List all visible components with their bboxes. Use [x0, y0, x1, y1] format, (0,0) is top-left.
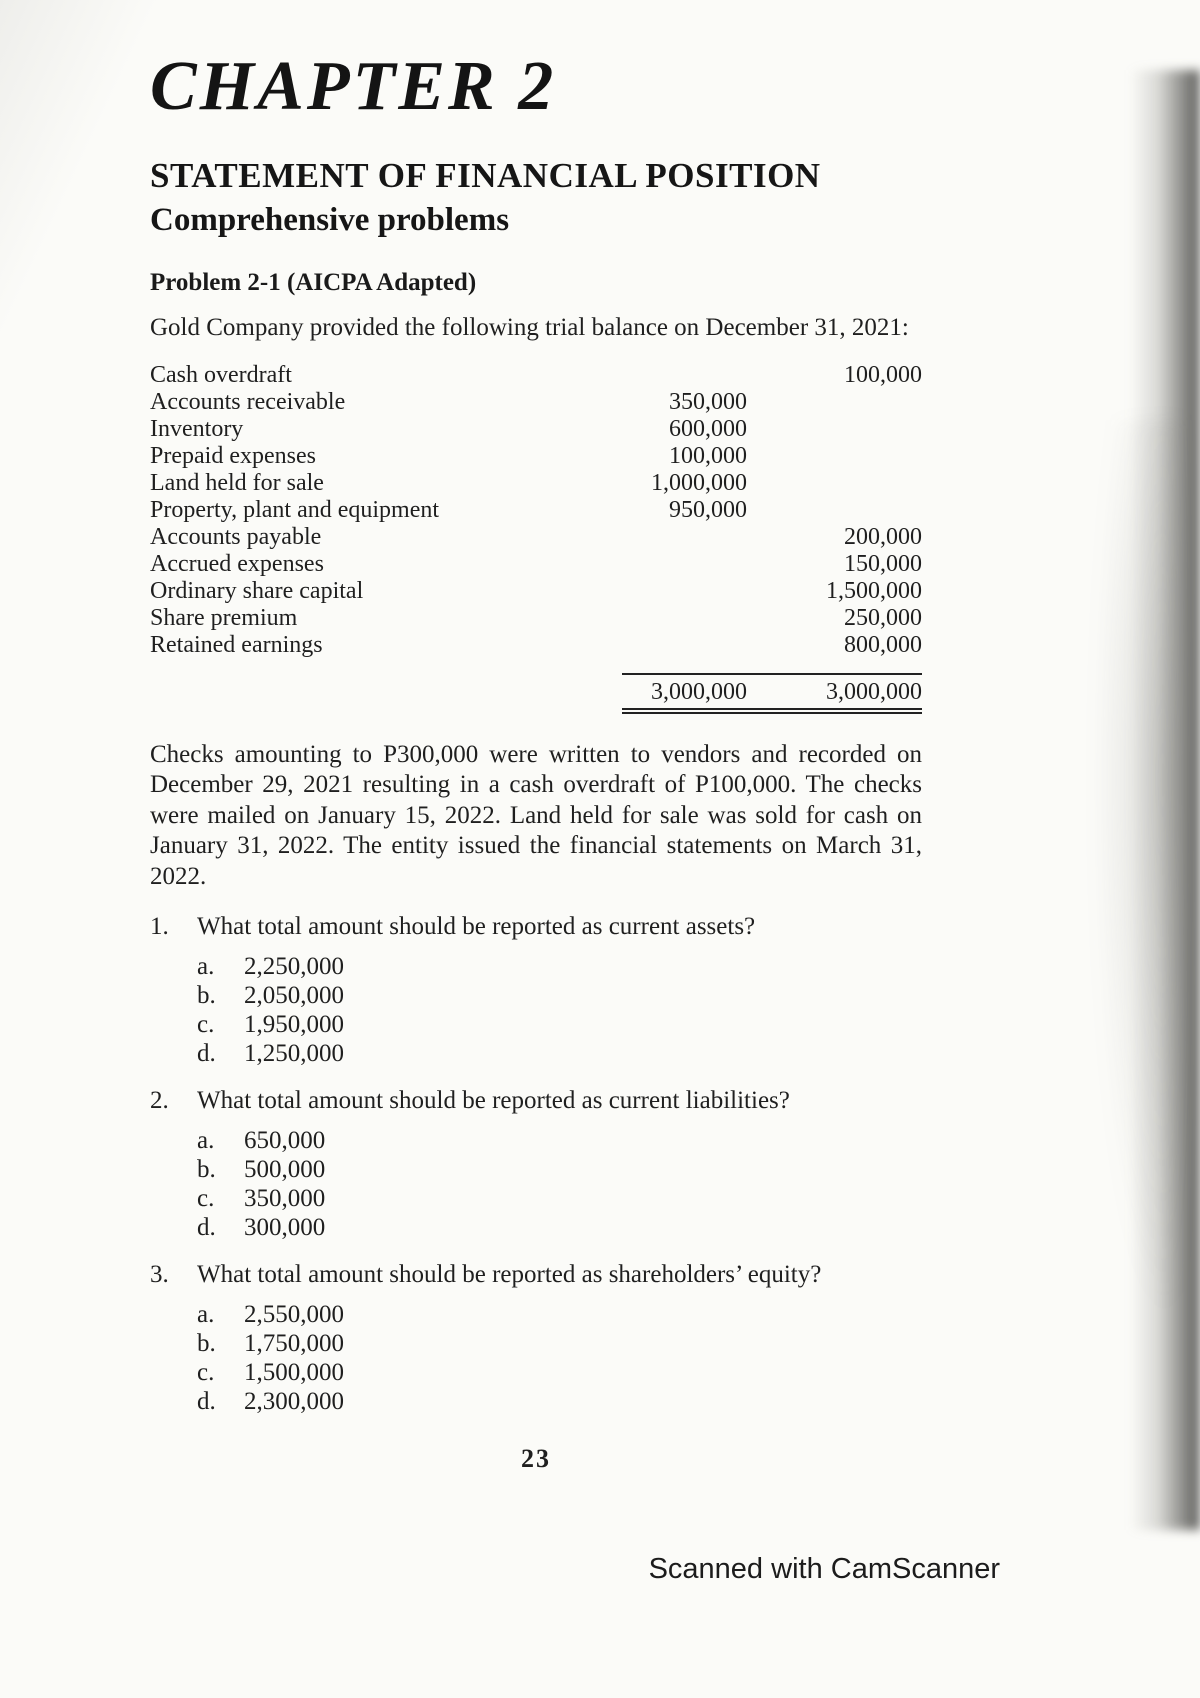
- account-cell: Prepaid expenses: [150, 442, 316, 469]
- option-letter: c.: [197, 1011, 215, 1038]
- table-row: [150, 551, 922, 578]
- scan-edge-shadow-artifact: [1130, 70, 1200, 1530]
- option-value: 1,500,000: [244, 1359, 344, 1386]
- option-row: [197, 1329, 922, 1358]
- option-value: 500,000: [244, 1156, 326, 1183]
- page-content: [150, 48, 922, 1474]
- credit-cell: [747, 416, 922, 443]
- debit-cell: 1,000,000: [651, 469, 747, 496]
- option-value: 1,250,000: [244, 1040, 344, 1067]
- account-cell: Land held for sale: [150, 469, 324, 496]
- debit-cell: [622, 524, 747, 551]
- option-value: 2,050,000: [244, 982, 344, 1009]
- chapter-title: CHAPTER 2: [150, 48, 557, 125]
- account-cell: Inventory: [150, 415, 244, 442]
- option-letter: c.: [197, 1185, 215, 1212]
- table-row: [150, 632, 922, 659]
- debit-cell: [622, 362, 747, 389]
- option-letter: c.: [197, 1359, 215, 1386]
- table-row: [150, 443, 922, 470]
- option-row: [197, 1126, 922, 1155]
- question-block: [150, 1086, 922, 1242]
- table-row: [150, 578, 922, 605]
- account-cell: Ordinary share capital: [150, 577, 364, 604]
- question-number: 2.: [150, 1087, 169, 1114]
- problem-title: Problem 2-1 (AICPA Adapted): [150, 269, 477, 296]
- question-number: 1.: [150, 913, 169, 940]
- section-heading: STATEMENT OF FINANCIAL POSITION: [150, 156, 821, 195]
- account-cell: Cash overdraft: [150, 361, 292, 388]
- credit-cell: 150,000: [844, 550, 922, 577]
- debit-cell: 600,000: [669, 415, 747, 442]
- option-letter: b.: [197, 1156, 216, 1183]
- page-number: 23: [521, 1444, 551, 1473]
- credit-cell: 100,000: [844, 361, 922, 388]
- account-cell: Retained earnings: [150, 631, 323, 658]
- option-letter: a.: [197, 953, 215, 980]
- question-body: [197, 1260, 922, 1416]
- options-list: [197, 952, 922, 1068]
- table-row: [150, 605, 922, 632]
- question-block: [150, 1260, 922, 1416]
- option-row: [197, 1184, 922, 1213]
- option-row: [197, 952, 922, 981]
- option-row: [197, 1010, 922, 1039]
- option-value: 2,250,000: [244, 953, 344, 980]
- option-letter: b.: [197, 982, 216, 1009]
- table-row: [150, 470, 922, 497]
- debit-cell: 100,000: [669, 442, 747, 469]
- option-row: [197, 981, 922, 1010]
- option-letter: d.: [197, 1214, 216, 1241]
- table-row: [150, 389, 922, 416]
- scan-smudge-artifact: [1092, 420, 1182, 1320]
- account-cell: Share premium: [150, 604, 298, 631]
- question-block: [150, 912, 922, 1068]
- option-value: 350,000: [244, 1185, 326, 1212]
- option-letter: b.: [197, 1330, 216, 1357]
- scanner-credit: Scanned with CamScanner: [648, 1553, 1000, 1585]
- trial-balance-table: [150, 362, 922, 714]
- question-text: What total amount should be reported as current assets?: [197, 913, 756, 940]
- credit-cell: [747, 470, 922, 497]
- totals-spacer: [150, 673, 622, 714]
- question-body: [197, 912, 922, 1068]
- debit-cell: [622, 605, 747, 632]
- narrative-paragraph: Checks amounting to P300,000 were written to vendors and recorded on December 29, 2021 resulting in a cash overdraft of P100,000. The checks were mailed on January 15, 2022. Land held for sale was sold for cash on January 31, 2022. The entity issued the financial statements on March 31, 2022.: [150, 740, 922, 890]
- option-value: 300,000: [244, 1214, 326, 1241]
- account-cell: Property, plant and equipment: [150, 496, 440, 523]
- option-value: 1,950,000: [244, 1011, 344, 1038]
- option-value: 2,550,000: [244, 1301, 344, 1328]
- table-row: [150, 362, 922, 389]
- option-letter: a.: [197, 1127, 215, 1154]
- option-row: [197, 1358, 922, 1387]
- debit-cell: [622, 632, 747, 659]
- table-row: [150, 524, 922, 551]
- credit-cell: [747, 443, 922, 470]
- option-letter: d.: [197, 1040, 216, 1067]
- option-row: [197, 1213, 922, 1242]
- question-body: [197, 1086, 922, 1242]
- options-list: [197, 1300, 922, 1416]
- section-subheading: Comprehensive problems: [150, 202, 510, 238]
- intro-paragraph: Gold Company provided the following trial balance on December 31, 2021:: [150, 314, 909, 341]
- option-letter: d.: [197, 1388, 216, 1415]
- option-letter: a.: [197, 1301, 215, 1328]
- table-row: [150, 497, 922, 524]
- question-text: What total amount should be reported as current liabilities?: [197, 1087, 790, 1114]
- table-row: [150, 416, 922, 443]
- totals-row: [150, 673, 922, 714]
- account-cell: Accounts receivable: [150, 388, 346, 415]
- debit-cell: 950,000: [669, 496, 747, 523]
- option-value: 2,300,000: [244, 1388, 344, 1415]
- options-list: [197, 1126, 922, 1242]
- total-credit: 3,000,000: [747, 673, 922, 714]
- question-number: 3.: [150, 1261, 169, 1288]
- option-value: 1,750,000: [244, 1330, 344, 1357]
- credit-cell: 800,000: [844, 631, 922, 658]
- credit-cell: [747, 497, 922, 524]
- debit-cell: 350,000: [669, 388, 747, 415]
- credit-cell: 250,000: [844, 604, 922, 631]
- option-row: [197, 1039, 922, 1068]
- credit-cell: [747, 389, 922, 416]
- credit-cell: 200,000: [844, 523, 922, 550]
- debit-cell: [622, 551, 747, 578]
- option-row: [197, 1387, 922, 1416]
- debit-cell: [622, 578, 747, 605]
- option-value: 650,000: [244, 1127, 326, 1154]
- account-cell: Accounts payable: [150, 523, 322, 550]
- option-row: [197, 1300, 922, 1329]
- credit-cell: 1,500,000: [826, 577, 922, 604]
- question-text: What total amount should be reported as shareholders’ equity?: [197, 1261, 822, 1288]
- option-row: [197, 1155, 922, 1184]
- total-debit: 3,000,000: [622, 673, 747, 714]
- account-cell: Accrued expenses: [150, 550, 324, 577]
